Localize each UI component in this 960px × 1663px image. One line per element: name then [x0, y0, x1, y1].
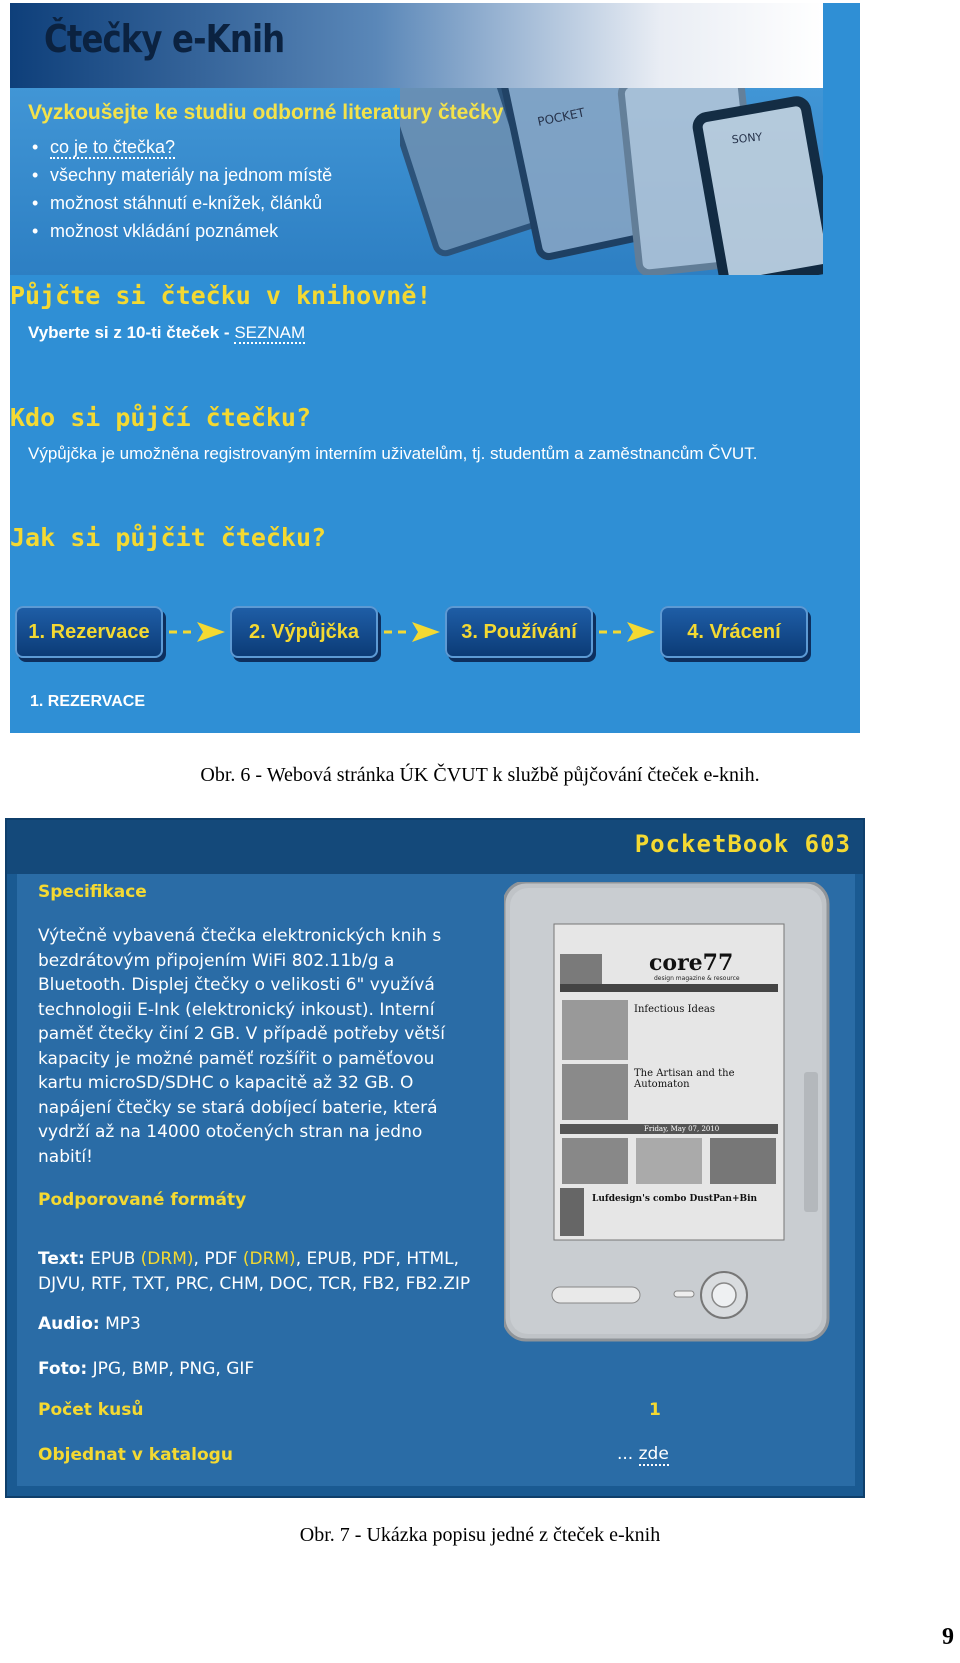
pocketbook-device-image — [504, 882, 850, 1347]
step-return-button[interactable]: 4. Vrácení — [660, 606, 808, 658]
count-label: Počet kusů — [38, 1400, 144, 1420]
text-formats: Text: EPUB (DRM), PDF (DRM), EPUB, PDF, HTML, DJVU, RTF, TXT, PRC, CHM, DOC, TCR, FB2, FB2.ZIP — [38, 1249, 471, 1294]
spec-text: Výtečně vybavená čtečka elektronických knih s bezdrátovým připojením WiFi 802.11b/g a Bluetooth. Displej čtečky o velikosti 6" využívá technologii E-Ink (elektronický inkoust). Interní paměť čtečky činí 2 GB. V případě potřeby větší kapacity je možné paměť rozšířit o paměťovou kartu microSD/SDHC o kapacitě až 32 GB. O napájení čtečky se stará dobíjecí baterie, která vydrží až na 14000 otočených stran na jedno nabití! — [38, 926, 446, 1167]
who-text: Výpůjčka je umožněna registrovaným interním uživatelům, tj. studentům a zaměstnancům ČVUT. — [28, 444, 758, 463]
order-label: Objednat v katalogu — [38, 1445, 233, 1465]
heading-borrow: Půjčte si čtečku v knihovně! — [10, 281, 432, 310]
process-steps — [15, 606, 825, 664]
reader-header — [7, 820, 863, 874]
page-number: 9 — [942, 1624, 954, 1650]
count-value: 1 — [649, 1400, 661, 1420]
screen-date: Friday, May 07, 2010 — [644, 1125, 720, 1133]
order-link-row: ... zde — [617, 1444, 669, 1464]
audio-formats: Audio: MP3 — [38, 1314, 141, 1334]
banner-title: Čtečky e-Knih — [44, 17, 285, 61]
arrow-right-icon — [167, 620, 229, 644]
heading-who: Kdo si půjčí čtečku? — [10, 403, 312, 432]
step-usage-button[interactable]: 3. Používání — [445, 606, 593, 658]
feature-item: • všechny materiály na jednom místě — [32, 165, 333, 185]
borrow-text: Vyberte si z 10-ti čteček - SEZNAM — [28, 323, 306, 342]
banner-subtitle: Vyzkoušejte ke studiu odborné literatury čtečky — [28, 101, 504, 124]
svg-text:POCKET: POCKET — [536, 105, 586, 129]
screen-article-2: The Artisan and the Automaton — [634, 1068, 735, 1090]
feature-item: • možnost vkládání poznámek — [32, 221, 279, 241]
screen-article-3: Lufdesign's combo DustPan+Bin — [592, 1194, 758, 1204]
banner — [10, 3, 823, 275]
reader-model-title: PocketBook 603 — [634, 830, 851, 858]
spec-heading: Specifikace — [38, 882, 147, 902]
feature-list — [28, 133, 332, 245]
figure-reader-description — [5, 818, 865, 1498]
order-link[interactable]: zde — [638, 1444, 669, 1464]
screen-article-1: Infectious Ideas — [634, 1004, 715, 1015]
step-loan-button[interactable]: 2. Výpůjčka — [230, 606, 378, 658]
current-step-label: 1. REZERVACE — [30, 693, 145, 710]
photo-formats: Foto: JPG, BMP, PNG, GIF — [38, 1359, 255, 1379]
arrow-right-icon — [597, 620, 659, 644]
screen-logo: core77 — [649, 950, 734, 976]
figure-caption-1: Obr. 6 - Webová stránka ÚK ČVUT k službě půjčování čteček e-knih. — [200, 764, 760, 786]
feature-item: • možnost stáhnutí e-knížek, článků — [32, 193, 323, 213]
svg-text:SONY: SONY — [731, 130, 763, 147]
figure-ctk-webpage — [10, 3, 860, 733]
figure-caption-2: Obr. 7 - Ukázka popisu jedné z čteček e-knih — [299, 1524, 661, 1546]
screen-logo-sub: design magazine & resource — [654, 975, 740, 982]
feature-item[interactable]: • co je to čtečka? — [32, 137, 176, 157]
arrow-right-icon — [382, 620, 444, 644]
step-reservation-button[interactable]: 1. Rezervace — [15, 606, 163, 658]
heading-how: Jak si půjčit čtečku? — [10, 523, 327, 552]
formats-heading: Podporované formáty — [38, 1190, 247, 1210]
seznam-link[interactable]: SEZNAM — [234, 323, 306, 342]
